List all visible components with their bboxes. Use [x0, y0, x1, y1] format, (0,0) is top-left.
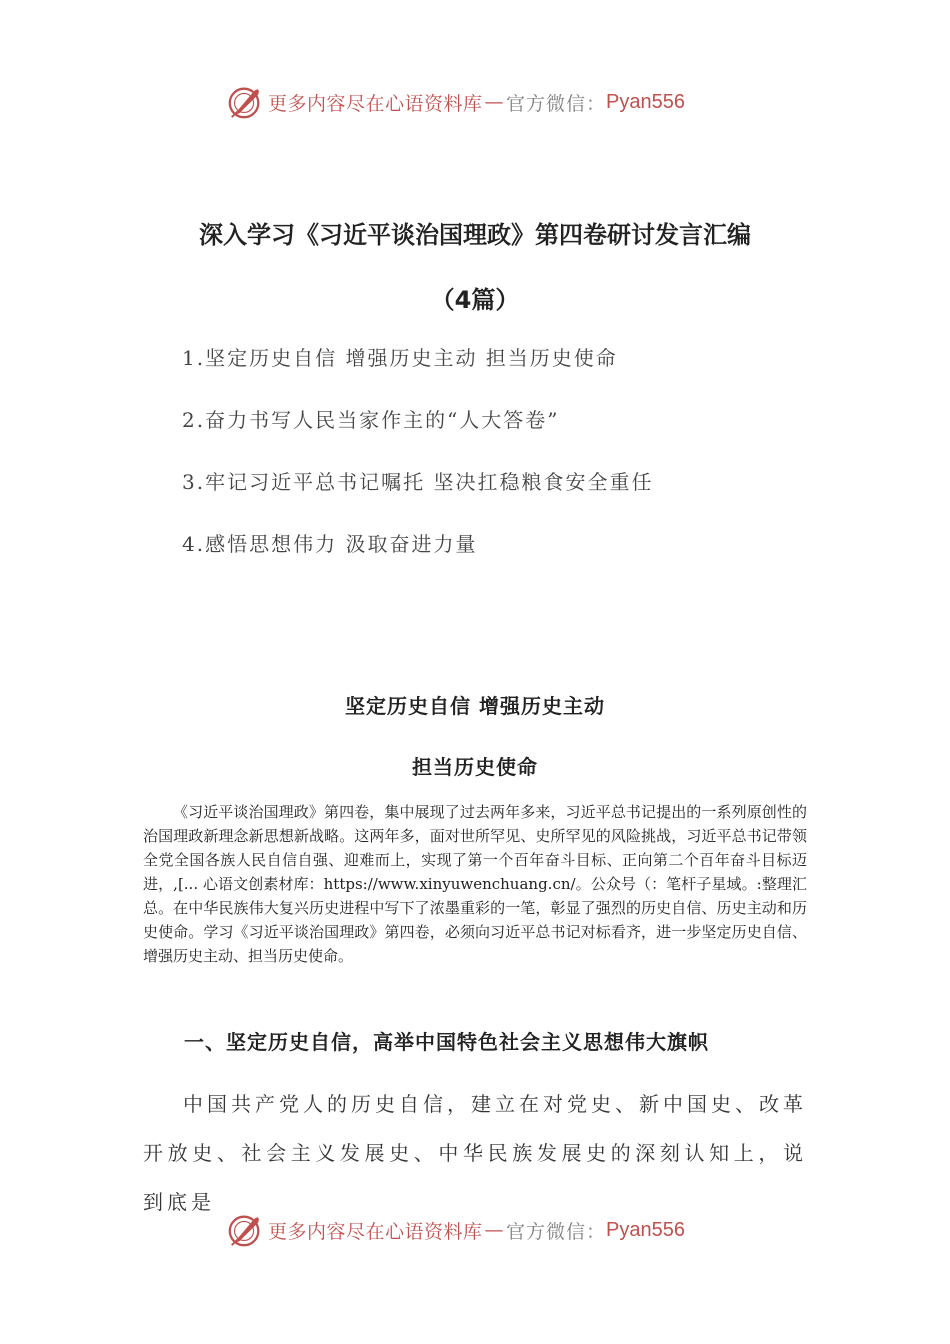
quill-logo-icon [226, 1211, 264, 1249]
banner-wechat-id: Pyan556 [606, 1218, 685, 1241]
banner-wechat-label: 官方微信： [506, 92, 607, 115]
header-banner [226, 82, 685, 122]
document-title: 深入学习《习近平谈治国理政》第四卷研讨发言汇编 [199, 221, 751, 249]
banner-wechat-id: Pyan556 [606, 90, 685, 113]
banner-separator: — [484, 1219, 505, 1241]
section1-heading: 一、坚定历史自信，高举中国特色社会主义思想伟大旗帜 [184, 1030, 709, 1054]
banner-wechat-label: 官方微信： [506, 1220, 607, 1243]
toc-item: 3.牢记习近平总书记嘱托 坚决扛稳粮食安全重任 [182, 470, 654, 494]
banner-text: 更多内容尽在心语资料库 [268, 92, 483, 115]
toc-item: 2.奋力书写人民当家作主的“人大答卷” [182, 408, 560, 432]
article-title-line2: 担当历史使命 [412, 755, 538, 779]
section1-paragraph: 中国共产党人的历史自信，建立在对党史、新中国史、改革开放史、社会主义发展史、中华民族发展史的深刻认知上，说到底是 [143, 1092, 807, 1214]
intro-paragraph: 《习近平谈治国理政》第四卷，集中展现了过去两年多来，习近平总书记提出的一系列原创性的治国理政新理念新思想新战略。这两年多，面对世所罕见、史所罕见的风险挑战，习近平总书记带领全党全国各族人民自信自强、迎难而上，实现了第一个百年奋斗目标、正向第二个百年奋斗目标迈进，,[... 心语文创素材库：https://www.xinyuwenchuang.cn/。公众号（：笔杆子星域。:整理汇总。在中华民族伟大复兴历史进程中写下了浓墨重彩的一笔，彰显了强烈的历史自信、历史主动和历史使命。学习《习近平谈治国理政》第四卷，必须向习近平总书记对标看齐，进一步坚定历史自信、增强历史主动、担当历史使命。 [143, 803, 807, 965]
quill-logo-icon [226, 83, 264, 121]
toc-item: 4.感悟思想伟力 汲取奋进力量 [182, 532, 478, 556]
article-title-line1: 坚定历史自信 增强历史主动 [345, 694, 605, 718]
footer-banner [226, 1210, 685, 1250]
banner-separator: — [484, 91, 505, 113]
toc-item: 1.坚定历史自信 增强历史主动 担当历史使命 [182, 346, 618, 370]
document-count: （4篇） [430, 286, 520, 314]
banner-text: 更多内容尽在心语资料库 [268, 1220, 483, 1243]
